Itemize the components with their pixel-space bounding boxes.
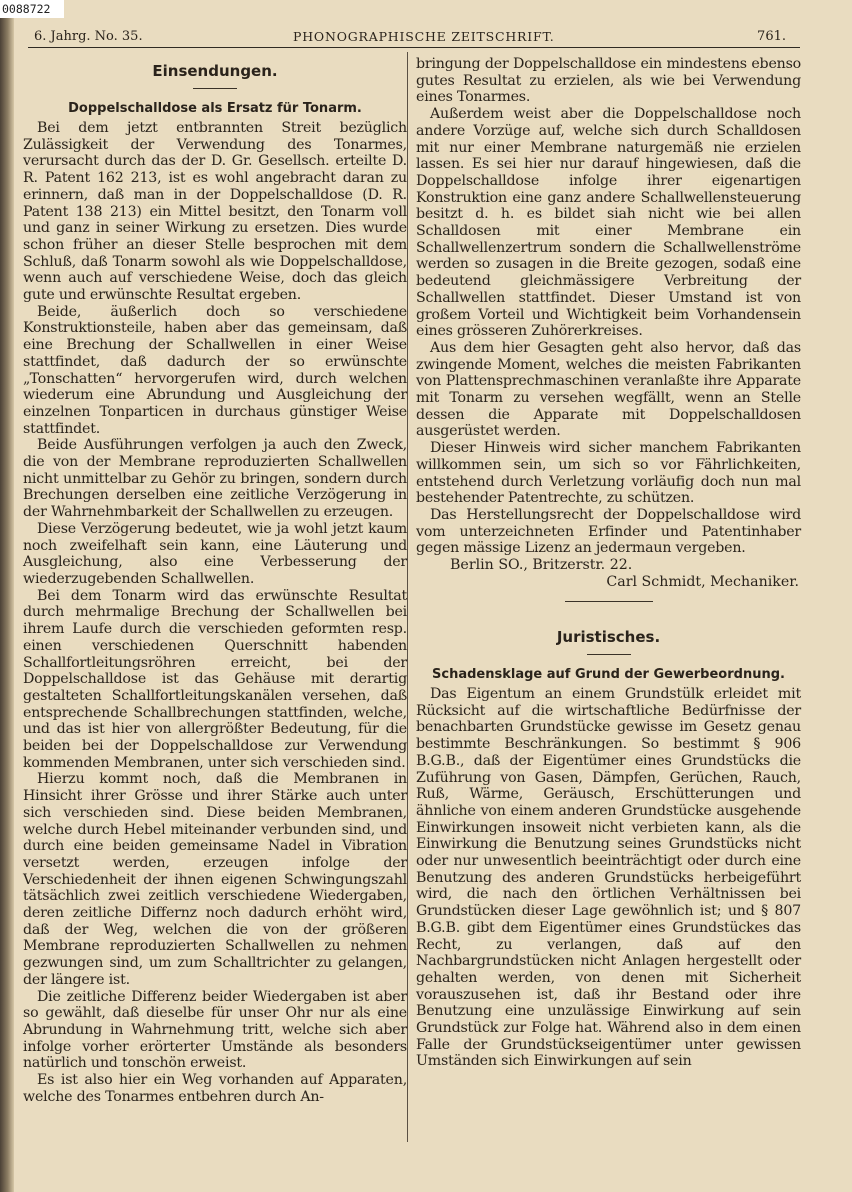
paragraph: Diese Verzögerung bedeutet, wie ja wohl jetzt kaum noch zweifelhaft sein kann, eine Läuterung und Ausgleichung, also eine Verbesserung der wiederzugebenden Schallwellen.: [23, 520, 407, 587]
binding-edge: [0, 18, 14, 1192]
signature-address: Berlin SO., Britzerstr. 22.: [450, 557, 633, 574]
paragraph: Bei dem jetzt entbrannten Streit bezüglich Zulässigkeit der Verwendung des Tonarmes, verursacht durch das der D. Gr. Gesellsch. erteilte D. R. Patent 162 213, ist es wohl angebracht daran zu erinnern, daß man in der Doppelschalldose (D. R. Patent 138 213) ein Mittel besitzt, den Tonarm voll und ganz in seiner Wirkung zu ersetzen. Dies wurde schon früher an dieser Stelle besprochen mit dem Schluß, daß Tonarm sowohl als wie Doppelschalldose, wenn auch auf verschiedene Weise, doch das gleich gute und erwünschte Resultat ergeben.: [23, 120, 407, 304]
article-title-schadensklage: Schadensklage auf Grund der Gewerbeordnung.: [432, 667, 785, 682]
section-title-einsendungen: Einsendungen.: [152, 62, 278, 80]
section-rule: [193, 88, 237, 89]
journal-title: PHONOGRAPHISCHE ZEITSCHRIFT.: [293, 29, 555, 44]
section-title-juristisches: Juristisches.: [556, 628, 661, 646]
left-column: [23, 56, 407, 1105]
paragraph: Das Herstellungsrecht der Doppelschalldose wird vom unterzeichneten Erfinder und Patentinhaber gegen mässige Lizenz an jedermaun vergeben.: [416, 506, 801, 557]
paragraph: Es ist also hier ein Weg vorhanden auf Apparaten, welche des Tonarmes entbehren durch An-: [23, 1072, 407, 1105]
page-number: 761.: [757, 29, 786, 44]
paragraph: Aus dem hier Gesagten geht also hervor, daß das zwingende Moment, welches die meisten Fabrikanten von Plattensprechmaschinen veranlaßte ihre Apparate mit Tonarm zu versehen wegfällt, wenn an Stelle dessen die Apparate mit Doppelschalldosen ausgerüstet werden.: [416, 339, 801, 440]
right-column: [416, 56, 801, 1070]
paragraph: Beide, äußerlich doch so verschiedene Konstruktionsteile, haben aber das gemeinsam, daß eine Brechung der Schallwellen in einer Weise stattfindet, daß dadurch der so erwünschte „Tonschatten“ hervorgerufen wird, durch welchen wiederum eine Abrundung und Ausgleichung der einzelnen Tonparticen in durchaus günstiger Weise stattfindet.: [23, 303, 407, 437]
paragraph: Das Eigentum an einem Grundstülk erleidet mit Rücksicht auf die wirtschaftliche Bedürfnisse der benachbarten Grundstücke gewisse im Gesetz genau bestimmte Beschränkungen. So bestimmt § 906 B.G.B., daß der Eigentümer eines Grundstücks die Zuführung von Gasen, Dämpfen, Gerüchen, Rauch, Ruß, Wärme, Geräusch, Erschütterungen und ähnliche von einem anderen Grundstücke ausgehende Einwirkungen insoweit nicht verbieten kann, als die Einwirkung die Benutzung seines Grundstücks nicht oder nur unwesentlich beeinträchtigt oder durch eine Benutzung des anderen Grundstücks herbeigeführt wird, die nach den örtlichen Verhältnissen bei Grundstücken dieser Lage gewöhnlich ist; und § 807 B.G.B. gibt dem Eigentümer eines Grundstückes das Recht, zu verlangen, daß auf den Nachbargrundstücken nicht Anlagen hergestellt oder gehalten werden, von denen mit Sicherheit vorauszusehen ist, daß ihr Bestand oder ihre Benutzung eine unzulässige Einwirkung auf sein Grundstück zur Folge hat. Während also in dem einen Falle der Grundstückseigentümer unter gewissen Umständen sich Einwirkungen auf sein: [416, 686, 801, 1070]
paragraph: Außerdem weist aber die Doppelschalldose noch andere Vorzüge auf, welche sich durch Schalldosen mit nur einer Membrane naturgemäß nie erzielen lassen. Es sei hier nur darauf hingewiesen, daß die Doppelschalldose infolge ihrer eigenartigen Konstruktion eine ganz andere Schallwellensteuerung besitzt d. h. es bildet siah nicht wie bei allen Schalldosen mit einer Membrane ein Schallwellenzertrum sondern die Schallwellenströme werden so zusagen in die Breite gezogen, sodaß eine bedeutend gleichmässigere Verbreitung der Schallwellen stattfindet. Dieser Umstand ist von großem Vorteil und Wichtigkeit beim Vorhandensein eines grösseren Zuhörerkreises.: [416, 106, 801, 340]
signature-name: Carl Schmidt, Mechaniker.: [606, 573, 799, 590]
column-divider: [407, 52, 408, 1142]
paragraph: Bei dem Tonarm wird das erwünschte Resultat durch mehrmalige Brechung der Schallwellen bei ihrem Laufe durch die verschieden geformten resp. einen verschiedenen Querschnitt habenden Schallfortleitungsröhren erreicht, bei der Doppelschalldose ist das Gehäuse mit derartig gestalteten Schallfortleitungskanälen versehen, daß entsprechende Schallbrechungen stattfinden, welche, und das ist hier von allergrößter Bedeutung, für die beiden bei der Doppelschalldose zur Verwendung kommenden Membranen, unter sich verschieden sind.: [23, 587, 407, 771]
archive-page-id: 0088722: [0, 0, 64, 18]
issue-number: 6. Jahrg. No. 35.: [34, 29, 143, 44]
running-header: [28, 25, 800, 48]
paragraph: bringung der Doppelschalldose ein mindestens ebenso gutes Resultat zu erzielen, als wie bei Verwendung eines Tonarmes.: [416, 56, 801, 106]
paragraph: Hierzu kommt noch, daß die Membranen in Hinsicht ihrer Grösse und ihrer Stärke auch unter sich verschieden sind. Diese beiden Membranen, welche durch Hebel miteinander verbunden sind, und durch eine beiden gemeinsame Nadel in Vibration versetzt werden, erzeugen infolge der Verschiedenheit der ihnen eigenen Schwingungszahl tätsächlich zwei zeitlich verschiedene Wiedergaben, deren zeitliche Differnz noch dadurch erhöht wird, daß der Weg, welchen die von der größeren Membrane reproduzierten Schallwellen zu nehmen gezwungen sind, um zum Schalltrichter zu gelangen, der längere ist.: [23, 771, 407, 988]
paragraph: Die zeitliche Differenz beider Wiedergaben ist aber so gewählt, daß dieselbe für unser Ohr nur als eine Abrundung in Wahrnehmung tritt, welche sich aber infolge vorher erörterter Umstände als besonders natürlich und tonschön erweist.: [23, 988, 407, 1072]
section-rule: [587, 654, 631, 655]
article-title-doppelschalldose: Doppelschalldose als Ersatz für Tonarm.: [68, 101, 362, 116]
paragraph: Beide Ausführungen verfolgen ja auch den Zweck, die von der Membrane reproduzierten Schallwellen nicht unmittelbar zu Gehör zu bringen, sondern durch Brechungen derselben eine zeitliche Verzögerung in der Wahrnehmbarkeit der Schallwellen zu erzeugen.: [23, 437, 407, 521]
paragraph: Dieser Hinweis wird sicher manchem Fabrikanten willkommen sein, um sich so vor Fährlichkeiten, entstehend durch Verletzung vorläufig doch nun mal bestehender Patentrechte, zu schützen.: [416, 440, 801, 507]
